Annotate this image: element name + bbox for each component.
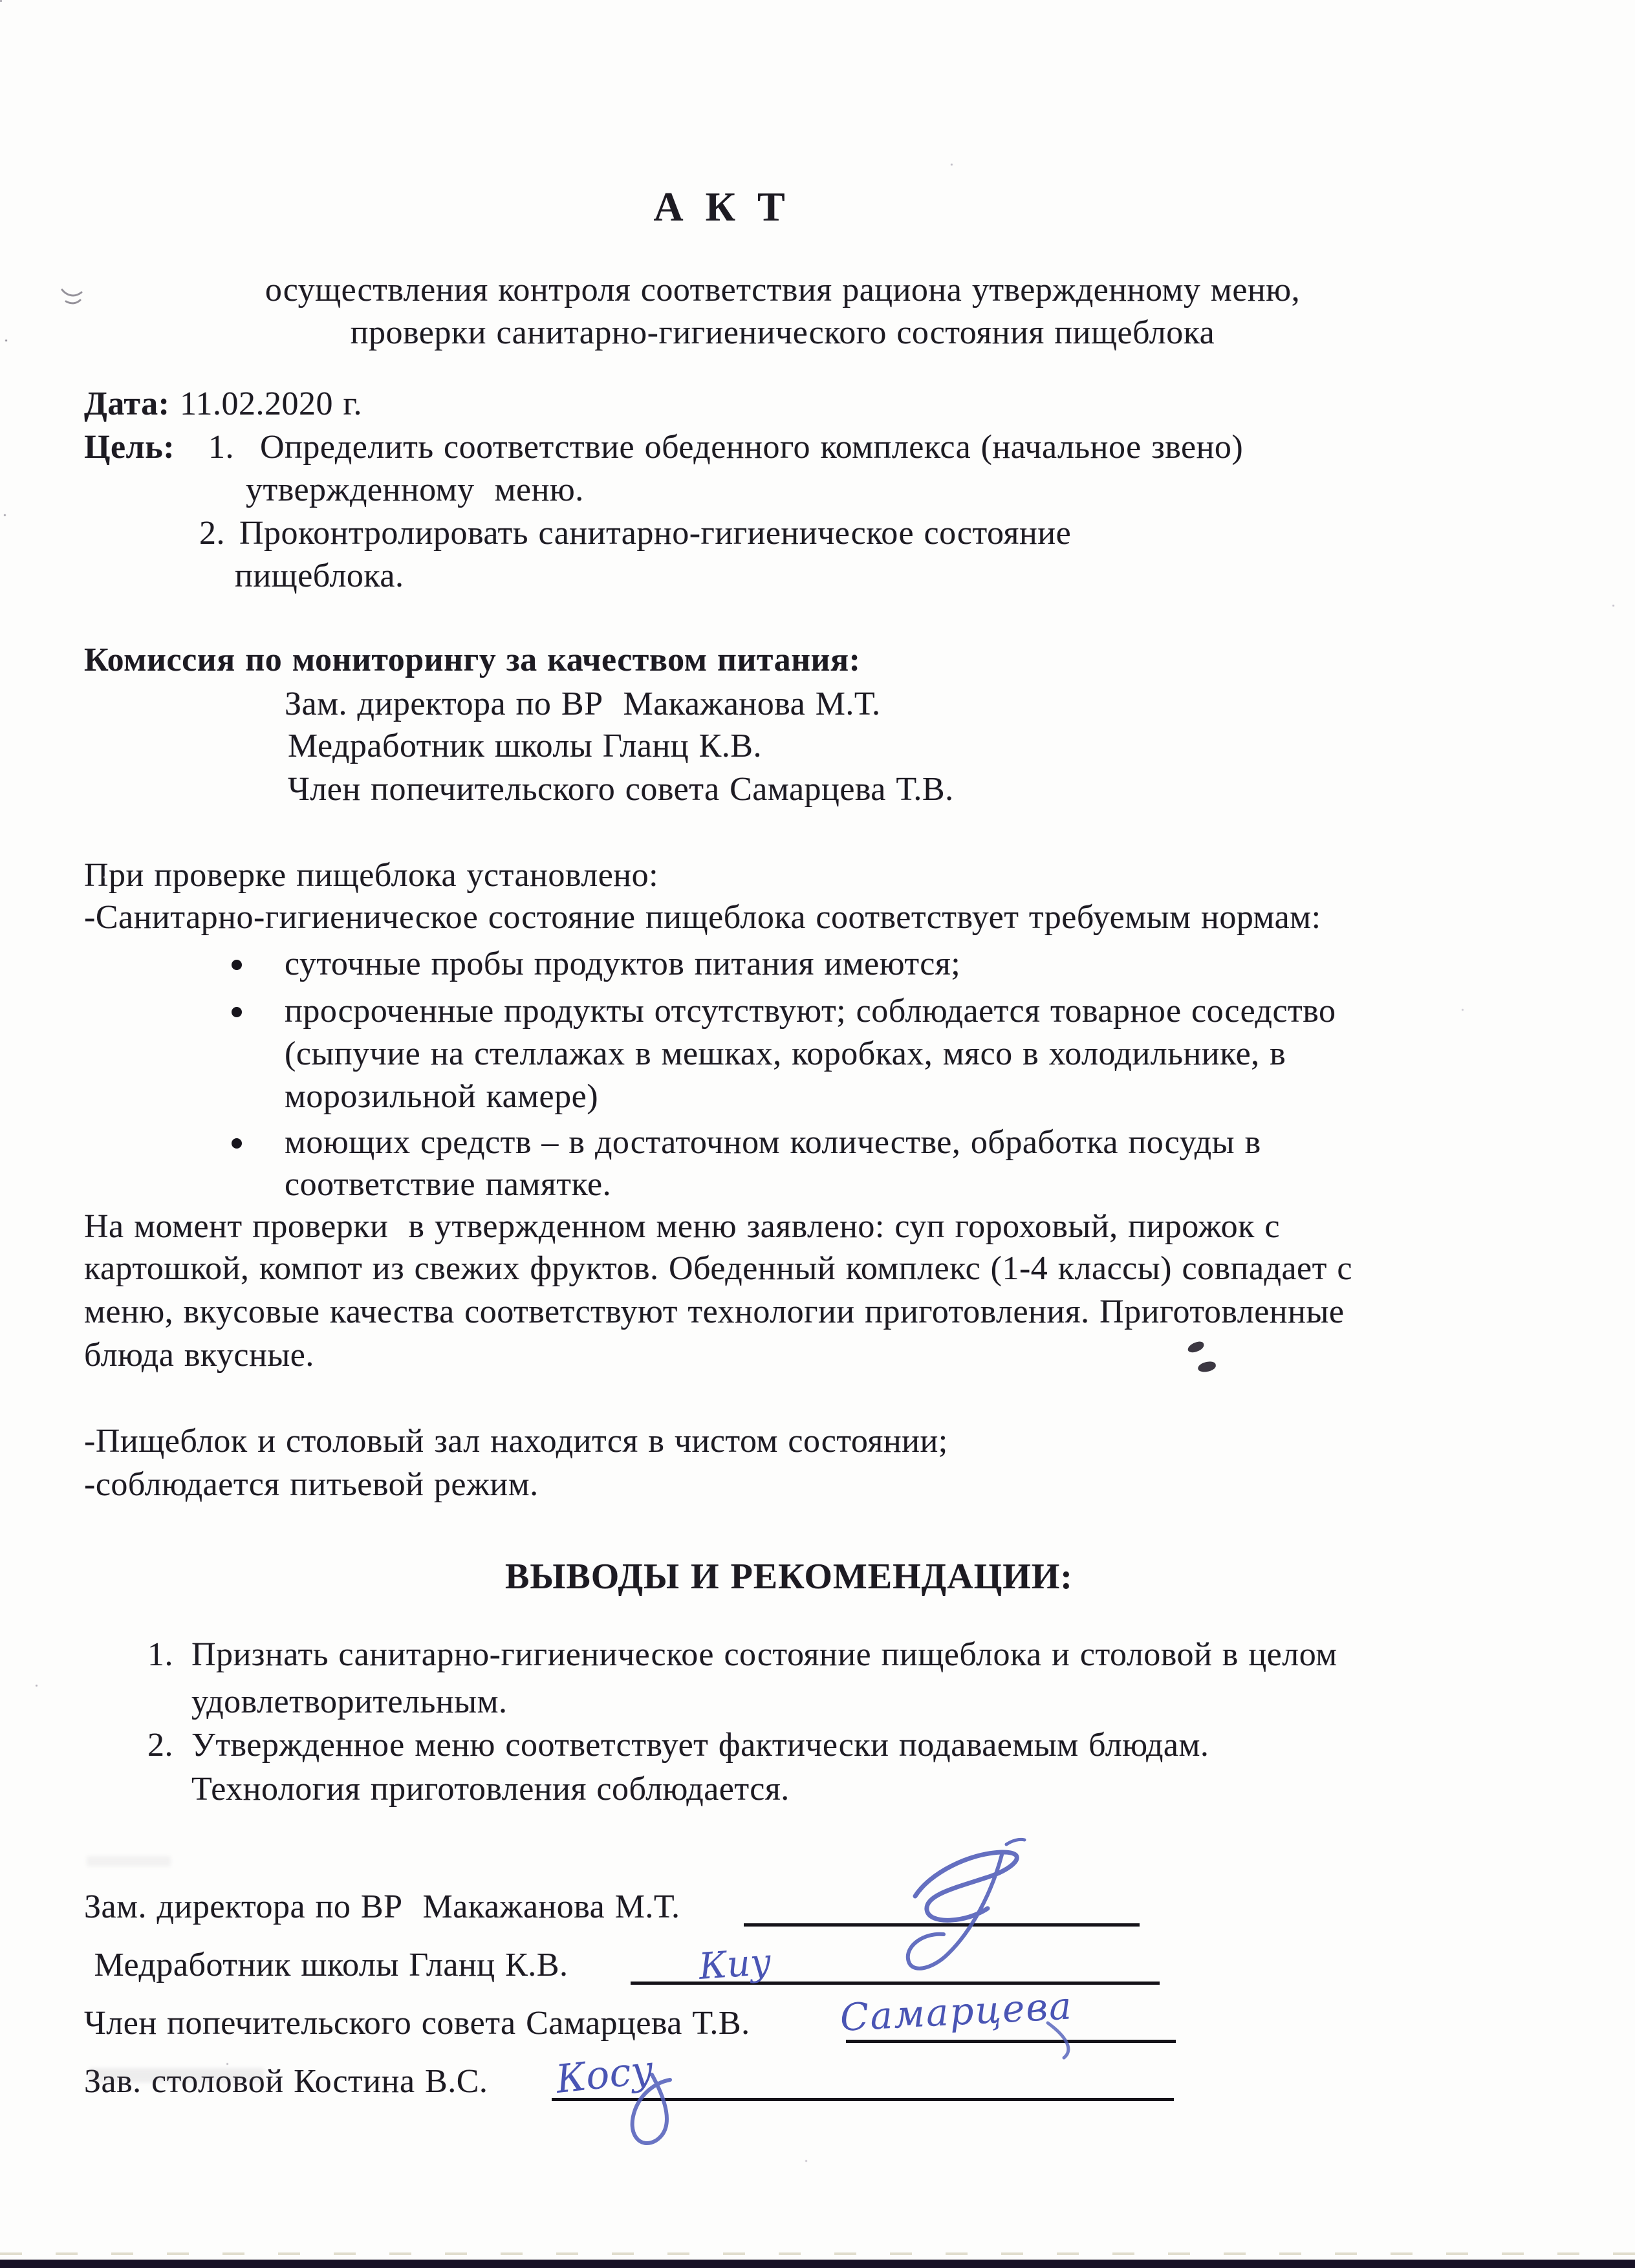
bullet2-line1: просроченные продукты отсутствуют; соблюдается товарное соседство bbox=[285, 993, 1336, 1030]
signature-1-flourish bbox=[908, 1839, 1024, 1968]
date-label: Дата: bbox=[84, 385, 170, 422]
goal-label: Цель: bbox=[84, 429, 175, 466]
signature-row2-label: Медработник школы Гланц К.В. bbox=[84, 1947, 568, 1983]
bullet1-text: суточные пробы продуктов питания имеются; bbox=[285, 945, 961, 982]
commission-member-1: Зам. директора по ВР Макажанова М.Т. bbox=[285, 686, 881, 722]
goal-item2-line1: Проконтролировать санитарно-гигиеническое состояние bbox=[239, 515, 1072, 552]
menu-paragraph-line4: блюда вкусные. bbox=[84, 1337, 314, 1374]
bullet2-line2: (сыпучие на стеллажах в мешках, коробках, мясо в холодильнике, в bbox=[285, 1035, 1286, 1072]
bullet3-line2: соответствие памятке. bbox=[285, 1166, 612, 1203]
conclusion2-number: 2. bbox=[147, 1727, 173, 1764]
date-value: 11.02.2020 г. bbox=[169, 385, 362, 422]
signature-row3-label: Член попечительского совета Самарцева Т.В. bbox=[84, 2005, 750, 2042]
document-title: А К Т bbox=[653, 184, 790, 230]
goal-item2-number: 2. bbox=[199, 515, 225, 552]
commission-heading: Комиссия по мониторингу за качеством питания: bbox=[84, 642, 861, 678]
document-subtitle-line2: проверки санитарно-гигиенического состояния пищеблока bbox=[350, 314, 1215, 351]
conclusion1-line1: Признать санитарно-гигиеническое состояние пищеблока и столовой в целом bbox=[191, 1636, 1337, 1673]
goal-item1-number: 1. bbox=[208, 429, 234, 466]
conclusion2-line2: Технология приготовления соблюдается. bbox=[191, 1771, 790, 1808]
goal-item2-line2: пищеблока. bbox=[235, 557, 404, 594]
conclusion1-line2: удовлетворительным. bbox=[191, 1683, 508, 1720]
check-norm: -Санитарно-гигиеническое состояние пищеблока соответствует требуемым нормам: bbox=[84, 899, 1321, 936]
conclusions-heading: ВЫВОДЫ И РЕКОМЕНДАЦИИ: bbox=[505, 1557, 1073, 1597]
menu-paragraph-line2: картошкой, компот из свежих фруктов. Обеденный комплекс (1-4 классы) совпадает с bbox=[84, 1250, 1352, 1287]
signature-2-handwriting: Киу bbox=[697, 1941, 773, 1988]
signature-row4-label: Зав. столовой Костина В.С. bbox=[84, 2063, 488, 2100]
signature-row1-label: Зам. директора по ВР Макажанова М.Т. bbox=[84, 1888, 680, 1925]
goal-item1-line2: утвержденному меню. bbox=[246, 471, 584, 508]
state-line2: -соблюдается питьевой режим. bbox=[84, 1466, 539, 1503]
signature-3-handwriting: Самарцева bbox=[839, 1983, 1074, 2040]
conclusion2-line1: Утвержденное меню соответствует фактически подаваемым блюдам. bbox=[191, 1727, 1209, 1764]
signature-4-handwriting: Косу bbox=[554, 2047, 656, 2102]
commission-member-3: Член попечительского совета Самарцева Т.В. bbox=[288, 771, 954, 808]
state-line1: -Пищеблок и столовый зал находится в чистом состоянии; bbox=[84, 1423, 948, 1460]
pen-mark-left-margin bbox=[62, 290, 81, 303]
menu-paragraph-line3: меню, вкусовые качества соответствуют технологии приготовления. Приготовленные bbox=[84, 1293, 1345, 1330]
bullet3-line1: моющих средств – в достаточном количестве, обработка посуды в bbox=[285, 1124, 1261, 1161]
check-intro: При проверке пищеблока установлено: bbox=[84, 857, 659, 894]
goal-item1-line1: Определить соответствие обеденного комплекса (начальное звено) bbox=[260, 429, 1244, 466]
document-subtitle-line1: осуществления контроля соответствия рациона утвержденному меню, bbox=[265, 272, 1301, 308]
commission-member-2: Медработник школы Гланц К.В. bbox=[288, 728, 762, 764]
menu-paragraph-line1: На момент проверки в утвержденном меню заявлено: суп гороховый, пирожок с bbox=[84, 1208, 1280, 1245]
bullet2-line3: морозильной камере) bbox=[285, 1078, 599, 1115]
conclusion1-number: 1. bbox=[147, 1636, 173, 1673]
